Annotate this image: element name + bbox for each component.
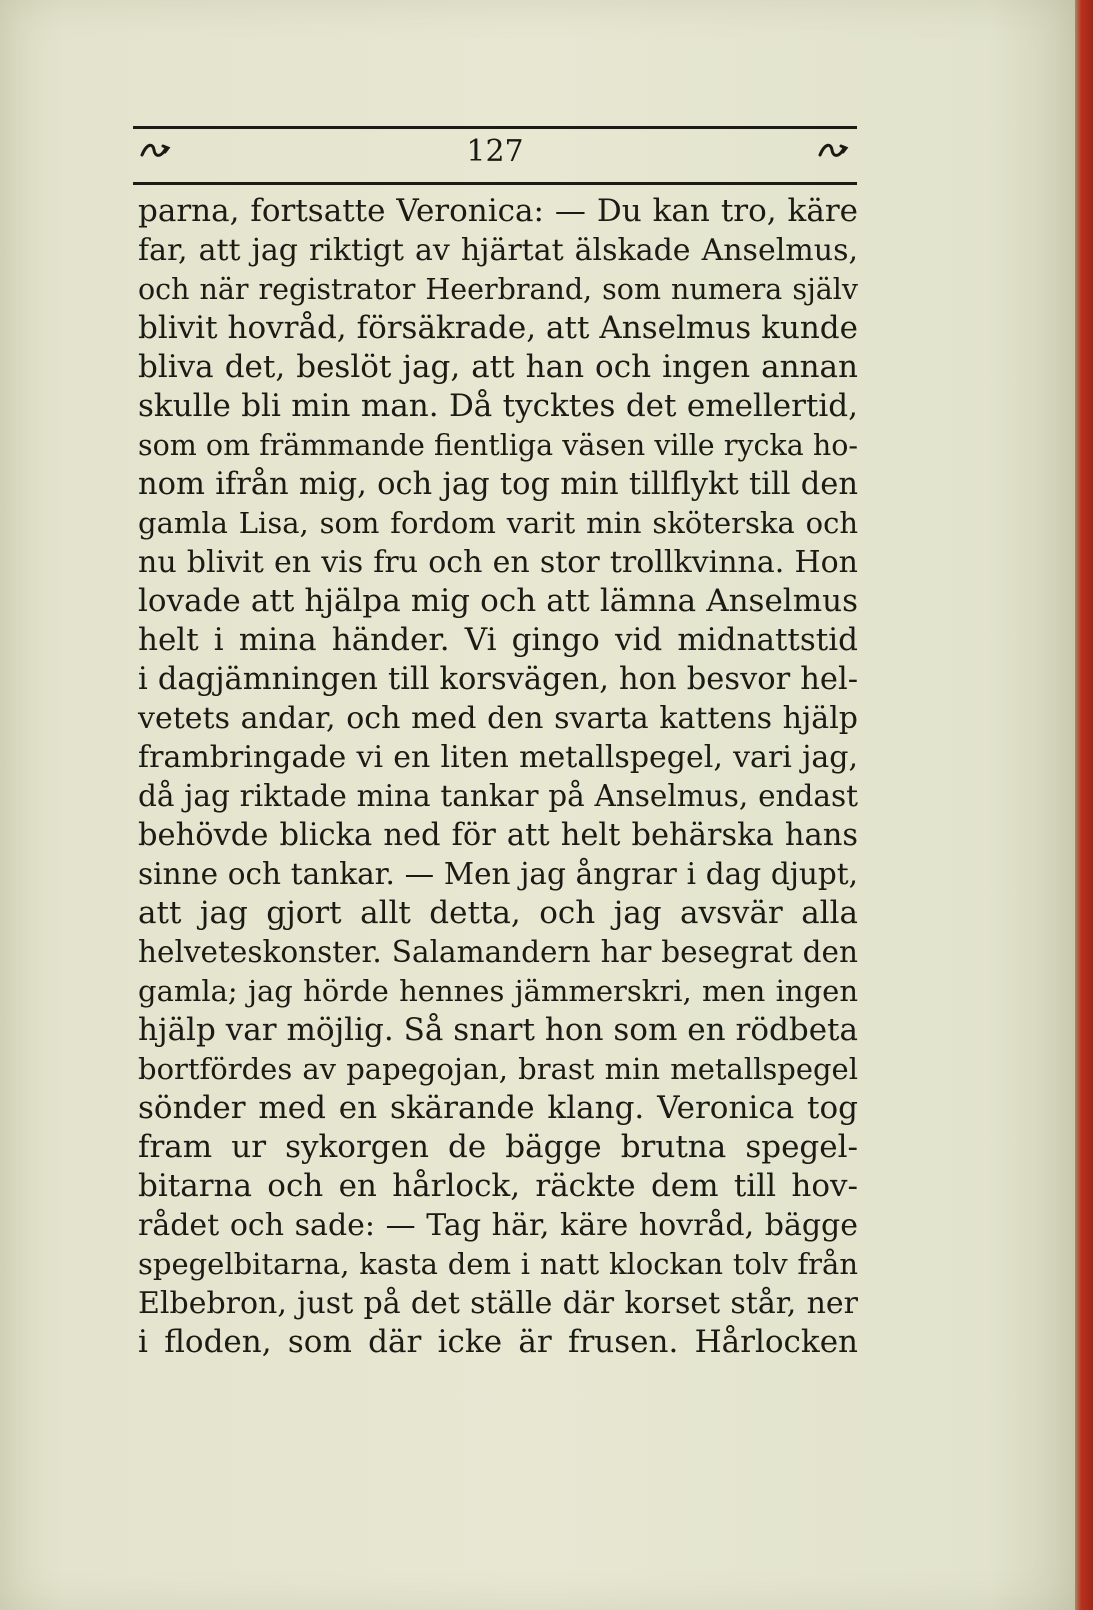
text-line: i dagjämningen till korsvägen, hon besvor hel- [138, 662, 858, 697]
body-text [138, 192, 858, 1362]
text-line: lovade att hjälpa mig och att lämna Anselmus [138, 583, 858, 619]
page-header [133, 126, 857, 186]
text-line: gamla; jag hörde hennes jämmerskri, men ingen [138, 974, 858, 1008]
text-line: sinne och tankar. — Men jag ångrar i dag djupt, [138, 857, 858, 891]
header-rule-top [133, 126, 857, 129]
book-spine-edge [1075, 0, 1093, 1610]
text-line: helveteskonster. Salamandern har besegrat den [138, 935, 858, 969]
header-rule-bottom [133, 182, 857, 185]
text-line: blivit hovråd, försäkrade, att Anselmus kunde [138, 310, 858, 346]
text-line: i floden, som där icke är frusen. Hårlocken [138, 1324, 858, 1360]
swash-ornament-icon [817, 140, 851, 162]
text-line: hjälp var möjlig. Så snart hon som en rödbeta [138, 1012, 858, 1048]
text-line: spegelbitarna, kasta dem i natt klockan tolv från [138, 1247, 858, 1281]
text-line: rådet och sade: — Tag här, käre hovråd, bägge [138, 1208, 858, 1243]
text-line: sönder med en skärande klang. Veronica tog [138, 1090, 858, 1126]
text-line: och när registrator Heerbrand, som numera själv [138, 273, 858, 306]
text-line: bortfördes av papegojan, brast min metallspegel [138, 1052, 858, 1086]
text-line: fram ur sykorgen de bägge brutna spegel- [138, 1129, 858, 1165]
text-line: då jag riktade mina tankar på Anselmus, endast [138, 779, 858, 813]
text-line: frambringade vi en liten metallspegel, vari jag, [138, 740, 858, 775]
text-line: gamla Lisa, som fordom varit min sköterska och [138, 506, 858, 540]
text-line: helt i mina händer. Vi gingo vid midnattstid [138, 622, 858, 658]
text-line: bitarna och en hårlock, räckte dem till hov- [138, 1168, 858, 1204]
page-number: 127 [466, 134, 524, 169]
text-line: bliva det, beslöt jag, att han och ingen annan [138, 349, 858, 385]
text-line: nu blivit en vis fru och en stor trollkvinna. Hon [138, 545, 858, 580]
text-line: som om främmande fientliga väsen ville rycka ho- [138, 429, 858, 462]
text-line: behövde blicka ned för att helt behärska hans [138, 818, 858, 853]
text-line: skulle bli min man. Då tycktes det emellertid, [138, 388, 858, 424]
text-line: parna, fortsatte Veronica: — Du kan tro, käre [138, 193, 858, 229]
text-line: nom ifrån mig, och jag tog min tillflykt till den [138, 467, 858, 502]
text-line: att jag gjort allt detta, och jag avsvär alla [138, 895, 858, 931]
text-line: far, att jag riktigt av hjärtat älskade Anselmus, [138, 233, 858, 268]
text-line: vetets andar, och med den svarta kattens hjälp [138, 701, 858, 736]
text-line: Elbebron, just på det ställe där korset står, ner [138, 1286, 858, 1321]
